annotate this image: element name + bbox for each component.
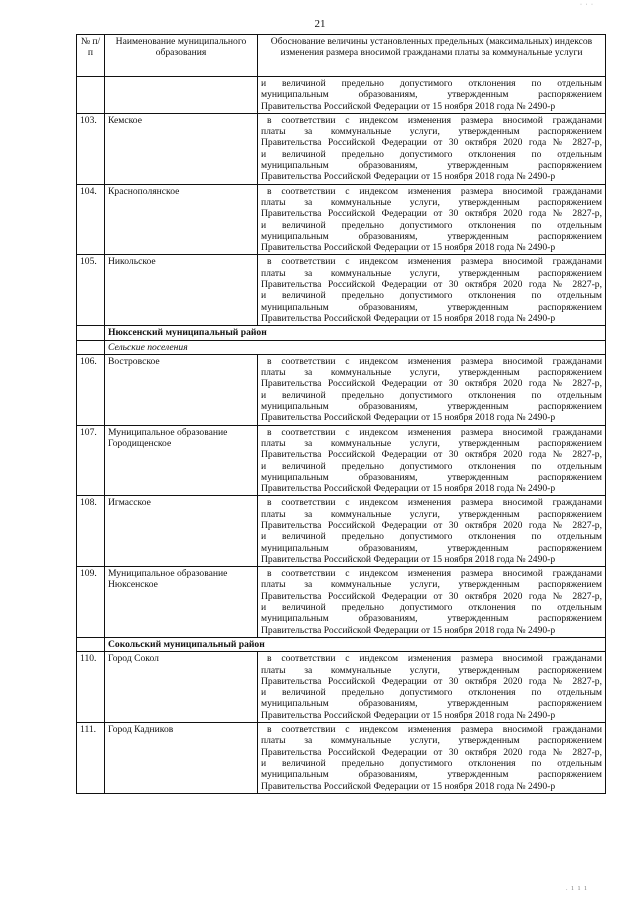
basis-line: и величиной предельно допустимого отклонения по отдельным <box>261 757 602 769</box>
basis-line: и величиной предельно допустимого отклонения по отдельным <box>261 148 602 160</box>
row-num: 109. <box>77 567 105 638</box>
basis-cell <box>258 425 606 496</box>
table-row <box>77 425 606 496</box>
district-heading: Нюксенский муниципальный район <box>105 326 606 340</box>
basis-line: муниципальным образованиям, утвержденным распоряжением <box>261 542 602 554</box>
basis-cell <box>258 354 606 425</box>
row-name: Город Кадников <box>105 723 258 794</box>
table-header-row <box>77 35 606 77</box>
basis-line: и величиной предельно допустимого отклонения по отдельным <box>261 531 602 543</box>
basis-line: и величиной предельно допустимого отклонения по отдельным <box>261 602 602 614</box>
basis-line: муниципальным образованиям, утвержденным распоряжением <box>261 230 602 242</box>
row-num: 103. <box>77 113 105 184</box>
basis-cell <box>258 255 606 326</box>
district-heading-row <box>77 637 606 651</box>
row-num: 104. <box>77 184 105 255</box>
row-num <box>77 326 105 340</box>
basis-line: платы за коммунальные услуги, утвержденным распоряжением <box>261 126 602 138</box>
basis-line: Правительства Российской Федерации от 15 ноября 2018 года № 2490-р <box>261 624 556 636</box>
basis-line: муниципальным образованиям, утвержденным распоряжением <box>261 160 602 172</box>
header-num: № п/п <box>77 35 105 77</box>
basis-cell <box>258 652 606 723</box>
basis-line: платы за коммунальные услуги, утвержденным распоряжением <box>261 508 602 520</box>
basis-line: муниципальным образованиям, утвержденным распоряжением <box>261 698 602 710</box>
basis-cell <box>258 567 606 638</box>
basis-line: Правительства Российской Федерации от 15 ноября 2018 года № 2490-р <box>261 553 556 565</box>
page-number: 21 <box>314 18 326 30</box>
basis-line: в соответствии с индексом изменения размера вносимой гражданами <box>267 497 602 509</box>
row-name: Краснополянское <box>105 184 258 255</box>
basis-line: Правительства Российской Федерации от 30 октября 2020 года № 2827-р, <box>261 746 602 758</box>
table-row <box>77 255 606 326</box>
basis-cell <box>258 184 606 255</box>
basis-line: и величиной предельно допустимого отклонения по отдельным <box>261 219 602 231</box>
basis-cell <box>258 77 606 114</box>
basis-line: в соответствии с индексом изменения размера вносимой гражданами <box>267 653 602 665</box>
basis-line: Правительства Российской Федерации от 30 октября 2020 года № 2827-р, <box>261 279 602 291</box>
corner-mark: · · · <box>580 2 594 8</box>
basis-line: и величиной предельно допустимого отклонения по отдельным <box>261 78 602 89</box>
basis-line: муниципальным образованиям, утвержденным распоряжением <box>261 401 602 413</box>
row-num: 108. <box>77 496 105 567</box>
table-row <box>77 113 606 184</box>
row-name: Муниципальное образование Городищенское <box>105 425 258 496</box>
basis-line: муниципальным образованиям, утвержденным распоряжением <box>261 769 602 781</box>
basis-line: Правительства Российской Федерации от 30 октября 2020 года № 2827-р, <box>261 519 602 531</box>
header-basis: Обоснование величины установленных предельных (максимальных) индексов изменения размера вносимой гражданами платы за коммунальные услуги <box>258 35 606 77</box>
district-heading: Сокольский муниципальный район <box>105 637 606 651</box>
subgroup-heading-row <box>77 340 606 354</box>
basis-line: муниципальным образованиям, утвержденным распоряжением <box>261 613 602 625</box>
row-name <box>105 77 258 114</box>
basis-line: в соответствии с индексом изменения размера вносимой гражданами <box>267 185 602 197</box>
row-name: Игмасское <box>105 496 258 567</box>
basis-line: Правительства Российской Федерации от 30 октября 2020 года № 2827-р, <box>261 378 602 390</box>
indices-table <box>76 34 606 794</box>
row-name: Кемское <box>105 113 258 184</box>
basis-line: муниципальным образованиям, утвержденным распоряжением <box>261 89 602 101</box>
basis-line: муниципальным образованиям, утвержденным распоряжением <box>261 301 602 313</box>
district-heading-row <box>77 326 606 340</box>
row-num: 107. <box>77 425 105 496</box>
basis-line: Правительства Российской Федерации от 15 ноября 2018 года № 2490-р <box>261 412 556 424</box>
basis-line: Правительства Российской Федерации от 15 ноября 2018 года № 2490-р <box>261 171 556 183</box>
row-num: 106. <box>77 354 105 425</box>
table-row-continuation <box>77 77 606 114</box>
basis-line: платы за коммунальные услуги, утвержденным распоряжением <box>261 367 602 379</box>
basis-line: платы за коммунальные услуги, утвержденным распоряжением <box>261 735 602 747</box>
basis-line: и величиной предельно допустимого отклонения по отдельным <box>261 389 602 401</box>
basis-line: в соответствии с индексом изменения размера вносимой гражданами <box>267 256 602 268</box>
basis-line: Правительства Российской Федерации от 15 ноября 2018 года № 2490-р <box>261 709 556 721</box>
basis-line: в соответствии с индексом изменения размера вносимой гражданами <box>267 114 602 126</box>
basis-line: Правительства Российской Федерации от 30 октября 2020 года № 2827-р, <box>261 590 602 602</box>
basis-line: и величиной предельно допустимого отклонения по отдельным <box>261 687 602 699</box>
basis-cell <box>258 113 606 184</box>
basis-line: Правительства Российской Федерации от 30 октября 2020 года № 2827-р, <box>261 208 602 220</box>
row-num: 111. <box>77 723 105 794</box>
table-row <box>77 354 606 425</box>
row-name: Муниципальное образование Нюксенское <box>105 567 258 638</box>
basis-line: в соответствии с индексом изменения размера вносимой гражданами <box>267 355 602 367</box>
basis-line: и величиной предельно допустимого отклонения по отдельным <box>261 460 602 472</box>
basis-line: Правительства Российской Федерации от 15 ноября 2018 года № 2490-р <box>261 483 556 495</box>
header-name: Наименование муниципального образования <box>105 35 258 77</box>
table-row <box>77 567 606 638</box>
row-name: Востровское <box>105 354 258 425</box>
basis-cell <box>258 723 606 794</box>
basis-line: Правительства Российской Федерации от 15 ноября 2018 года № 2490-р <box>261 312 556 324</box>
basis-line: платы за коммунальные услуги, утвержденным распоряжением <box>261 196 602 208</box>
basis-line: платы за коммунальные услуги, утвержденным распоряжением <box>261 437 602 449</box>
basis-cell <box>258 496 606 567</box>
subgroup-heading: Сельские поселения <box>105 340 606 354</box>
basis-line: в соответствии с индексом изменения размера вносимой гражданами <box>267 426 602 438</box>
row-num <box>77 77 105 114</box>
basis-line: Правительства Российской Федерации от 30 октября 2020 года № 2827-р, <box>261 675 602 687</box>
row-num: 110. <box>77 652 105 723</box>
basis-line: в соответствии с индексом изменения размера вносимой гражданами <box>267 568 602 580</box>
table-row <box>77 496 606 567</box>
basis-line: Правительства Российской Федерации от 30 октября 2020 года № 2827-р, <box>261 137 602 149</box>
footer-mark: . 1 1 1 <box>566 886 588 892</box>
basis-line: и величиной предельно допустимого отклонения по отдельным <box>261 290 602 302</box>
table-row <box>77 184 606 255</box>
basis-line: платы за коммунальные услуги, утвержденным распоряжением <box>261 664 602 676</box>
row-name: Никольское <box>105 255 258 326</box>
row-num: 105. <box>77 255 105 326</box>
row-name: Город Сокол <box>105 652 258 723</box>
basis-line: Правительства Российской Федерации от 15 ноября 2018 года № 2490-р <box>261 242 556 254</box>
table-row <box>77 723 606 794</box>
basis-line: муниципальным образованиям, утвержденным распоряжением <box>261 471 602 483</box>
row-num <box>77 637 105 651</box>
basis-line: Правительства Российской Федерации от 15 ноября 2018 года № 2490-р <box>261 780 556 792</box>
basis-line: Правительства Российской Федерации от 15 ноября 2018 года № 2490-р <box>261 100 556 112</box>
table-row <box>77 652 606 723</box>
basis-line: в соответствии с индексом изменения размера вносимой гражданами <box>267 724 602 736</box>
basis-line: Правительства Российской Федерации от 30 октября 2020 года № 2827-р, <box>261 449 602 461</box>
basis-line: платы за коммунальные услуги, утвержденным распоряжением <box>261 267 602 279</box>
basis-line: платы за коммунальные услуги, утвержденным распоряжением <box>261 579 602 591</box>
row-num <box>77 340 105 354</box>
